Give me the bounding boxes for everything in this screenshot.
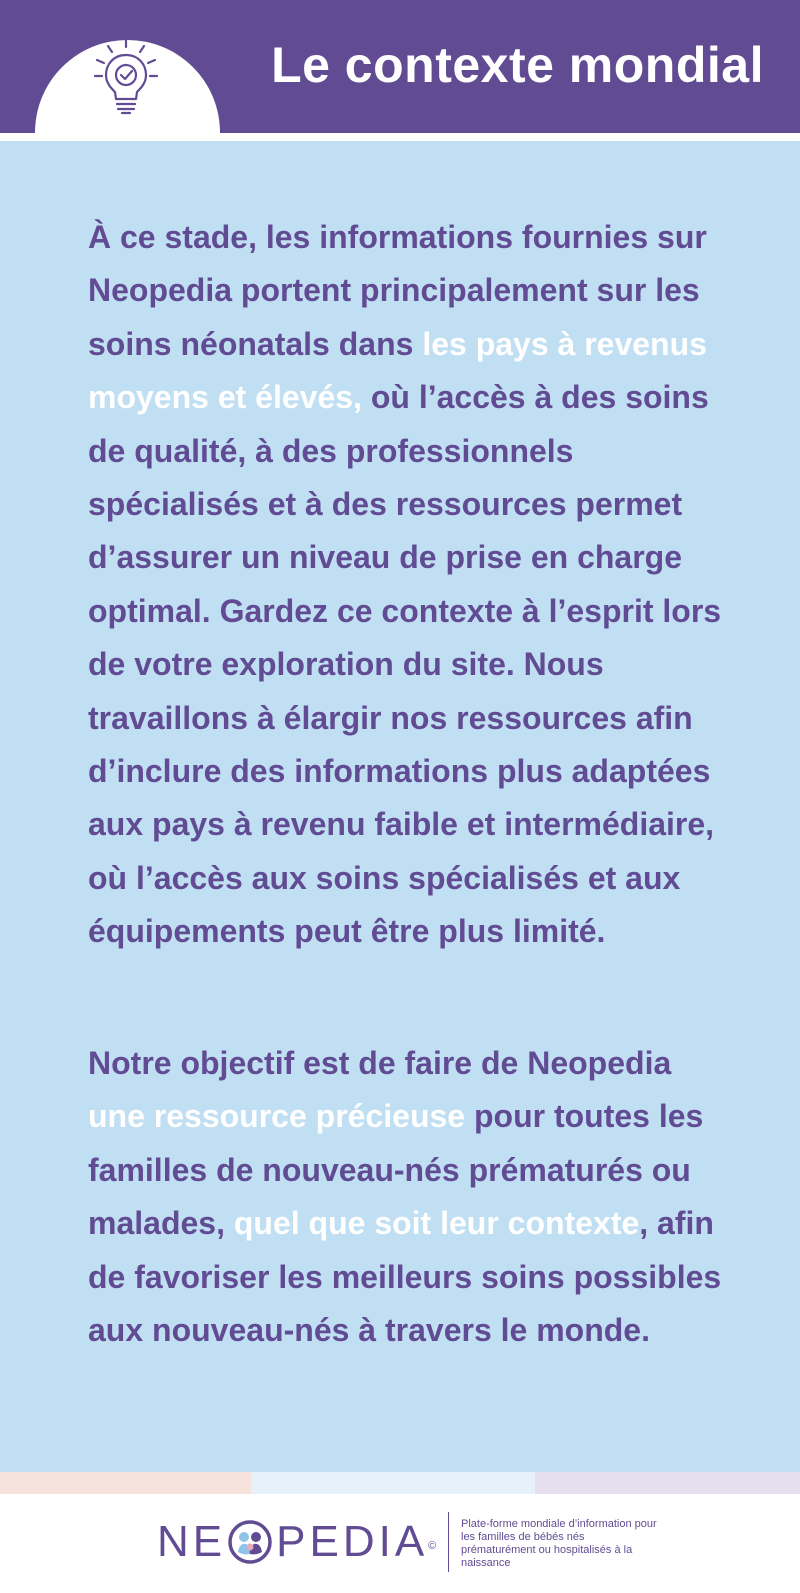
footer-divider <box>448 1512 449 1572</box>
family-logo-icon <box>227 1519 273 1565</box>
logo-text-right: PEDIA <box>276 1517 429 1566</box>
footer-tagline: Plate-forme mondiale d’information pour les familles de bébés nés prématurément ou hospitalisés à la naissance <box>461 1518 657 1569</box>
paragraph-text: À ce stade, les informations fournies sur Neopedia portent principalement sur les soins néonatals dans <box>88 219 707 362</box>
content-panel <box>0 141 800 1472</box>
page-title: Le contexte mondial <box>271 37 764 93</box>
logo-text-left: NE <box>157 1517 227 1566</box>
paragraph-text: Notre objectif est de faire de Neopedia <box>88 1045 672 1081</box>
paragraph-context <box>88 211 728 959</box>
highlight-text: quel que soit leur contexte <box>233 1205 640 1242</box>
highlight-text: une ressource précieuse <box>88 1098 466 1135</box>
header-banner <box>0 0 800 133</box>
stripe-light-blue <box>251 1472 535 1494</box>
lightbulb-check-icon <box>92 38 160 116</box>
paragraph-text: où l’accès à des soins de qualité, à des professionnels spécialisés et à des ressources permet d’assurer un niveau de prise en charge optimal. Gardez ce contexte à l’esprit lors de votre exploration du site. Nous travaillons à élargir nos ressources afin d’inclure des informations plus adaptées aux pays à revenu faible et intermédiaire, où l’accès aux soins spécialisés et aux équipements peut être plus limité. <box>88 379 722 950</box>
stripe-peach <box>0 1472 251 1494</box>
color-stripes <box>0 1472 800 1494</box>
paragraph-objective <box>88 1037 728 1357</box>
stripe-lavender <box>535 1472 800 1494</box>
header-divider <box>0 133 800 141</box>
highlight-text: les pays à revenus moyens et élevés, <box>88 325 707 416</box>
neopedia-logo <box>157 1517 436 1567</box>
paragraph-text: , afin de favoriser les meilleurs soins possibles aux nouveau-nés à travers le monde. <box>88 1205 722 1349</box>
footer <box>0 1494 800 1593</box>
paragraph-text: pour toutes les familles de nouveau-nés prématurés ou malades, <box>88 1098 704 1242</box>
logo-copyright-mark: © <box>428 1540 437 1552</box>
